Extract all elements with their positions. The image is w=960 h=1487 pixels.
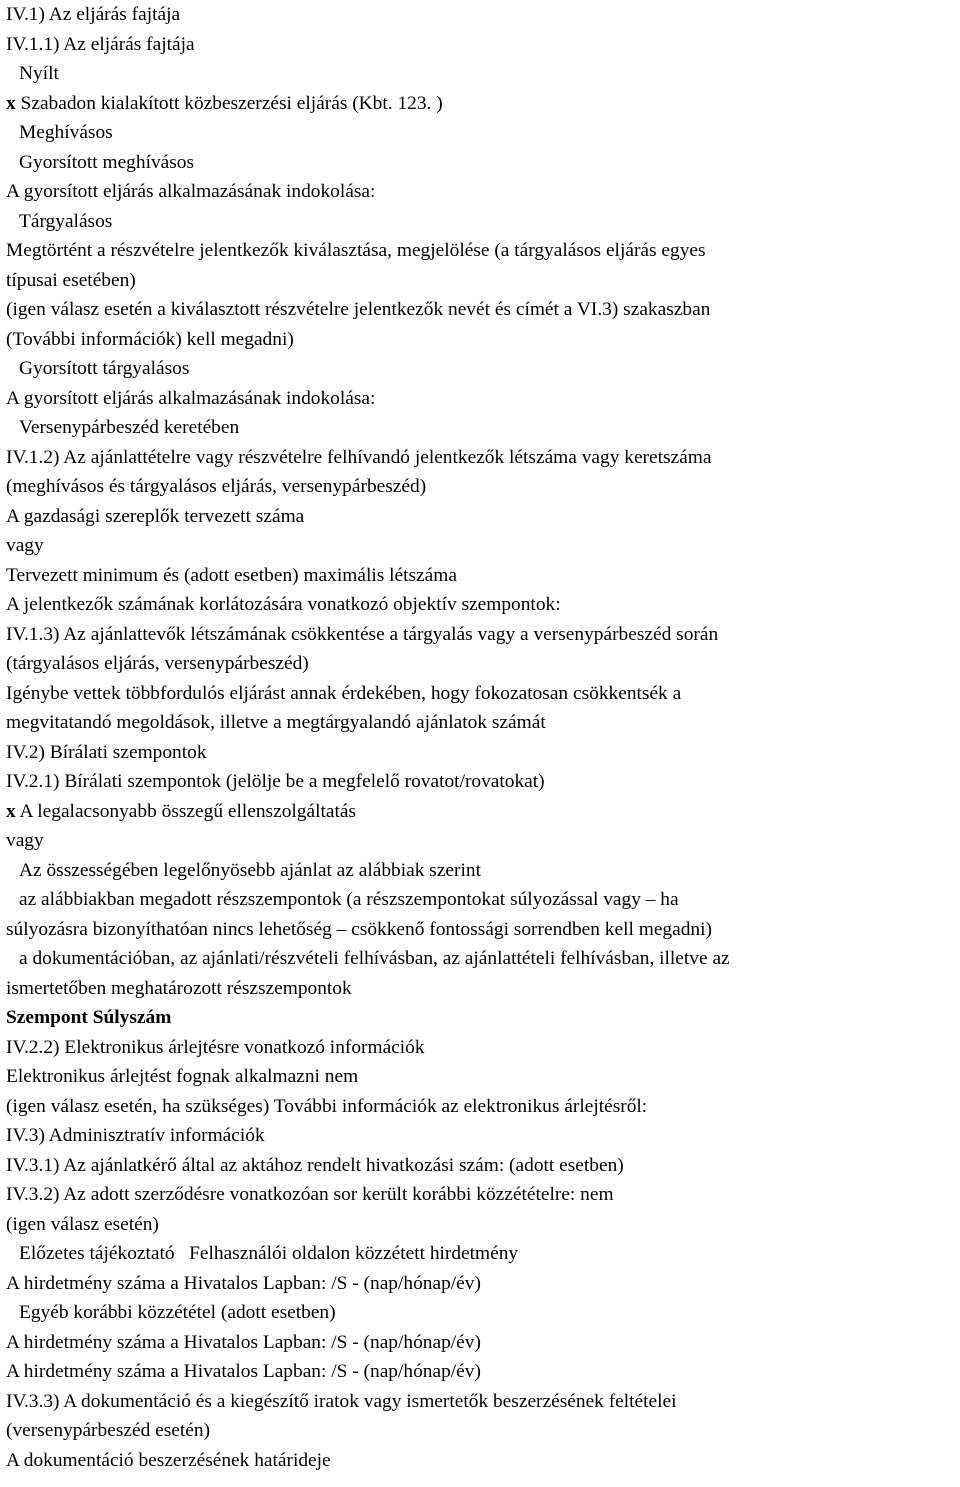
document-line	[6, 1387, 960, 1417]
line-text: IV.3.2) Az adott szerződésre vonatkozóan sor került korábbi közzétételre: nem	[6, 1184, 614, 1205]
document-line	[6, 89, 960, 119]
document-line	[6, 590, 960, 620]
line-text: IV.3.1) Az ajánlatkérő által az aktához rendelt hivatkozási szám: (adott esetben)	[6, 1154, 624, 1176]
line-text: Szabadon kialakított közbeszerzési eljárás (Kbt. 123. )	[15, 92, 443, 114]
line-text: (igen válasz esetén)	[6, 1213, 159, 1235]
document-line	[6, 738, 960, 768]
line-text: súlyozásra bizonyíthatóan nincs lehetőség – csökkenő fontossági sorrendben kell megadni)	[6, 918, 712, 940]
document-line	[6, 856, 960, 886]
line-text: vagy	[6, 535, 44, 556]
document-line	[6, 384, 960, 414]
line-text: Elektronikus árlejtést fognak alkalmazni nem	[6, 1066, 359, 1087]
document-line	[6, 1033, 960, 1063]
line-text: (igen válasz esetén a kiválasztott részvételre jelentkezők nevét és címét a VI.3) szakaszban	[6, 299, 711, 320]
document-line	[6, 1210, 960, 1240]
checkbox-mark: x	[6, 800, 16, 822]
line-text: (További információk) kell megadni)	[6, 328, 294, 350]
document-line	[6, 1121, 960, 1151]
line-text: A jelentkezők számának korlátozására vonatkozó objektív szempontok:	[6, 594, 561, 615]
document-line	[6, 1416, 960, 1446]
line-text: vagy	[6, 830, 44, 851]
line-text: A gazdasági szereplők tervezett száma	[6, 505, 305, 527]
document-line	[6, 1269, 960, 1299]
line-text: Versenypárbeszéd keretében	[19, 417, 240, 438]
line-text: A dokumentáció beszerzésének határideje	[6, 1449, 331, 1471]
checkbox-mark: x	[6, 92, 16, 114]
line-text: (versenypárbeszéd esetén)	[6, 1420, 211, 1441]
document-line	[6, 266, 960, 296]
document-line	[6, 177, 960, 207]
document-line	[6, 1092, 960, 1122]
line-text: Nyílt	[19, 63, 59, 84]
line-text: IV.1.1) Az eljárás fajtája	[6, 33, 195, 55]
table-header-line	[6, 1003, 960, 1033]
line-text: IV.3.3) A dokumentáció és a kiegészítő iratok vagy ismertetők beszerzésének feltételei	[6, 1390, 677, 1412]
document-line	[6, 1239, 960, 1269]
document-line	[6, 561, 960, 591]
document-line	[6, 413, 960, 443]
document-line	[6, 915, 960, 945]
document-line	[6, 1062, 960, 1092]
document-line	[6, 1180, 960, 1210]
line-text: Előzetes tájékoztató Felhasználói oldalon közzétett hirdetmény	[19, 1243, 519, 1264]
document-line	[6, 1328, 960, 1358]
document-line	[6, 679, 960, 709]
document-line	[6, 974, 960, 1004]
document-line	[6, 708, 960, 738]
line-text: A legalacsonyabb összegű ellenszolgáltatás	[15, 800, 357, 822]
document-line	[6, 354, 960, 384]
line-text: IV.1.3) Az ajánlattevők létszámának csökkentése a tárgyalás vagy a versenypárbeszéd során	[6, 623, 719, 645]
line-text: A hirdetmény száma a Hivatalos Lapban: /S - (nap/hónap/év)	[6, 1272, 481, 1294]
document-line	[6, 472, 960, 502]
document-line	[6, 295, 960, 325]
line-text: Meghívásos	[19, 122, 113, 143]
line-text: Az összességében legelőnyösebb ajánlat az alábbiak szerint	[19, 859, 481, 881]
document-line	[6, 944, 960, 974]
document-line	[6, 826, 960, 856]
document-line	[6, 767, 960, 797]
document-line	[6, 0, 960, 30]
line-text: IV.1.2) Az ajánlattételre vagy részvételre felhívandó jelentkezők létszáma vagy keretszáma	[6, 446, 712, 468]
line-text: A hirdetmény száma a Hivatalos Lapban: /S - (nap/hónap/év)	[6, 1331, 481, 1353]
line-text: (meghívásos és tárgyalásos eljárás, versenypárbeszéd)	[6, 476, 427, 497]
document-line	[6, 620, 960, 650]
line-text: Gyorsított meghívásos	[19, 151, 195, 173]
line-text: IV.2.2) Elektronikus árlejtésre vonatkozó információk	[6, 1036, 425, 1058]
document-line	[6, 30, 960, 60]
line-text: Szempont Súlyszám	[6, 1007, 172, 1028]
line-text: (igen válasz esetén, ha szükséges) További információk az elektronikus árlejtésről:	[6, 1095, 648, 1117]
line-text: ismertetőben meghatározott részszempontok	[6, 977, 352, 999]
line-text: (tárgyalásos eljárás, versenypárbeszéd)	[6, 653, 309, 674]
document-line	[6, 148, 960, 178]
line-text: Igénybe vettek többfordulós eljárást annak érdekében, hogy fokozatosan csökkentsék a	[6, 682, 682, 704]
line-text: A gyorsított eljárás alkalmazásának indokolása:	[6, 387, 376, 409]
line-text: Megtörtént a részvételre jelentkezők kiválasztása, megjelölése (a tárgyalásos eljárás egyes	[6, 240, 706, 261]
line-text: típusai esetében)	[6, 269, 136, 291]
document-line	[6, 649, 960, 679]
document-line	[6, 325, 960, 355]
document-line	[6, 885, 960, 915]
document-line	[6, 531, 960, 561]
line-text: Gyorsított tárgyalásos	[19, 358, 190, 379]
document-line	[6, 1298, 960, 1328]
line-text: az alábbiakban megadott részszempontok (a részszempontokat súlyozással vagy – ha	[19, 889, 679, 910]
document-line	[6, 443, 960, 473]
line-text: Tárgyalásos	[19, 210, 113, 232]
document-line	[6, 1446, 960, 1476]
document-line	[6, 118, 960, 148]
document-line	[6, 59, 960, 89]
line-text: IV.2.1) Bírálati szempontok (jelölje be a megfelelő rovatot/rovatokat)	[6, 771, 545, 792]
line-text: Tervezett minimum és (adott esetben) maximális létszáma	[6, 564, 457, 586]
line-text: Egyéb korábbi közzététel (adott esetben)	[19, 1302, 336, 1323]
line-text: A hirdetmény száma a Hivatalos Lapban: /S - (nap/hónap/év)	[6, 1361, 481, 1382]
line-text: megvitatandó megoldások, illetve a megtárgyalandó ajánlatok számát	[6, 712, 546, 733]
document-line	[6, 236, 960, 266]
document-line	[6, 1151, 960, 1181]
document-line	[6, 1357, 960, 1387]
document-line	[6, 797, 960, 827]
line-text: A gyorsított eljárás alkalmazásának indokolása:	[6, 181, 376, 202]
document-line	[6, 207, 960, 237]
line-text: IV.2) Bírálati szempontok	[6, 741, 207, 763]
line-text: IV.1) Az eljárás fajtája	[6, 4, 181, 25]
line-text: IV.3) Adminisztratív információk	[6, 1125, 265, 1146]
document-line	[6, 502, 960, 532]
line-text: a dokumentációban, az ajánlati/részvételi felhívásban, az ajánlattételi felhívásban, illetve az	[19, 948, 730, 969]
